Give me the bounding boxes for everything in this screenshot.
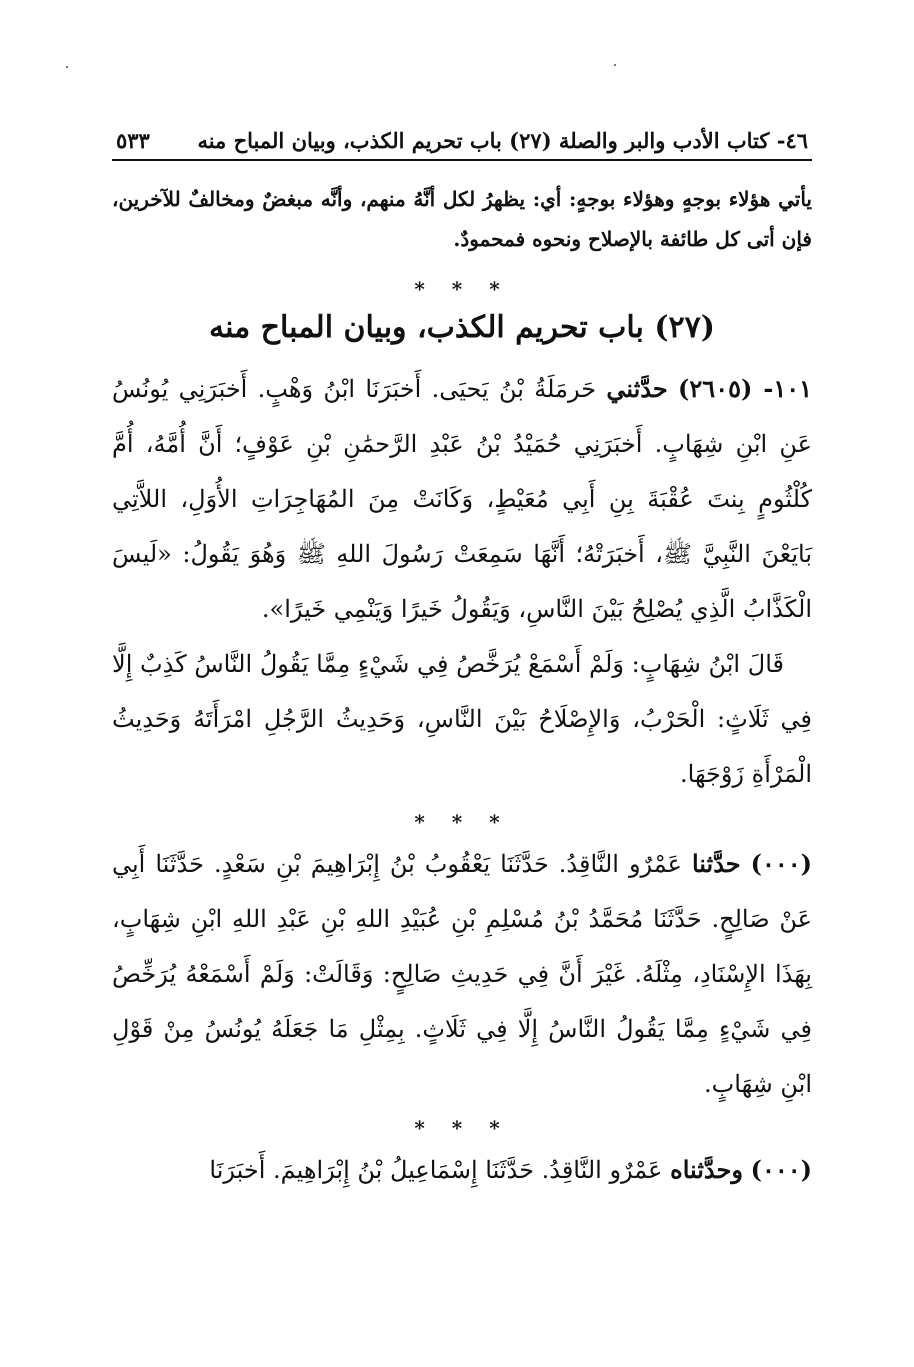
hadith-variant-1 <box>112 836 812 1112</box>
hadith-number: (٠٠٠) <box>750 849 812 878</box>
book-page <box>112 128 812 1198</box>
section-separator: * * * <box>414 1116 510 1140</box>
chapter-title: (٢٧) باب تحريم الكذب، وبيان المباح منه <box>209 310 715 345</box>
running-header-title: ٤٦- كتاب الأدب والبر والصلة (٢٧) باب تحريم الكذب، وبيان المباح منه <box>197 128 808 153</box>
hadith-text: عَمْرٌو النَّاقِدُ. حَدَّثَنَا إِسْمَاعِيلُ بْنُ إِبْرَاهِيمَ. أَخبَرَنَا <box>209 1156 663 1184</box>
hadith-number: ١٠١- (٢٦٠٥) <box>678 374 812 403</box>
hadith-101-continuation: قَالَ ابْنُ شِهَابٍ: وَلَمْ أَسْمَعْ يُرَخَّصُ فِي شَيْءٍ مِمَّا يَقُولُ النَّاسُ كَذِبٌ إِلَّا فِي ثَلَاثٍ: الْحَرْبُ، وَالإِصْلَاحُ بَيْنَ النَّاسِ، وَحَدِيثُ الرَّجُلِ امْرَأَتَهُ وَحَدِيثُ الْمَرْأَةِ زَوْجَهَا. <box>112 650 813 788</box>
running-header <box>112 128 812 161</box>
section-separator: * * * <box>414 277 510 301</box>
hadith-lead: وحدَّثناه <box>670 1155 743 1184</box>
hadith-number: (٠٠٠) <box>750 1155 812 1184</box>
hadith-lead: حدَّثنا <box>691 849 741 878</box>
hadith-text: حَرمَلَةُ بْنُ يَحيَى. أَخبَرَنَا ابْنُ وَهْبٍ. أَخبَرَنِي يُونُسُ عَنِ ابْنِ شِهَابٍ. أَخبَرَنِي حُمَيْدُ بْنُ عَبْدِ الرَّحمَٰنِ بْنِ عَوْفٍ؛ أَنَّ أُمَّهُ، أُمَّ كُلْثُومٍ بِنتَ عُقْبَةَ بِنِ أَبِي مُعَيْطٍ، وَكَانَتْ مِنَ المُهَاجِرَاتِ الأُوَلِ، اللاَّتِي بَايَعْنَ النَّبِيَّ ﷺ، أَخبَرَتْهُ؛ أَنَّهَا سَمِعَتْ رَسُولَ اللهِ ﷺ وَهُوَ يَقُولُ: «لَيسَ الْكَذَّابُ الَّذِي يُصْلِحُ بَيْنَ النَّاسِ، وَيَقُولُ خَيرًا وَيَنْمِي خَيرًا». <box>112 375 812 623</box>
page-number: ٥٣٣ <box>116 128 150 153</box>
hadith-variant-2 <box>112 1142 812 1198</box>
section-separator: * * * <box>414 810 510 834</box>
scan-speck <box>614 64 616 66</box>
hadith-101 <box>112 361 812 637</box>
commentary-note: يأتي هؤلاء بوجهٍ وهؤلاء بوجهٍ: أي: يظهرُ لكل أنَّهُ منهم، وأنَّه مبغضٌ ومخالفٌ للآخرين، فإن أتى كل طائفة بالإصلاح ونحوه فمحمودٌ. <box>112 187 812 251</box>
hadith-lead: حدَّثني <box>606 374 668 403</box>
scan-speck <box>66 66 68 68</box>
hadith-text: عَمْرٌو النَّاقِدُ. حَدَّثَنَا يَعْقُوبُ بْنُ إِبْرَاهِيمَ بْنِ سَعْدٍ. حَدَّثَنَا أَبِي عَنْ صَالِحٍ. حَدَّثَنَا مُحَمَّدُ بْنُ مُسْلِمِ بْنِ عُبَيْدِ اللهِ بْنِ عَبْدِ اللهِ ابْنِ شِهَابٍ، بِهَذَا الإِسْنَادِ، مِثْلَهُ. غَيْرَ أَنَّ فِي حَدِيثِ صَالِحٍ: وَقَالَتْ: وَلَمْ أَسْمَعْهُ يُرَخِّصُ فِي شَيْءٍ مِمَّا يَقُولُ النَّاسُ إِلَّا فِي ثَلَاثٍ. بِمِثْلِ مَا جَعَلَهُ يُونُسُ مِنْ قَوْلِ ابْنِ شِهَابٍ. <box>112 850 812 1098</box>
